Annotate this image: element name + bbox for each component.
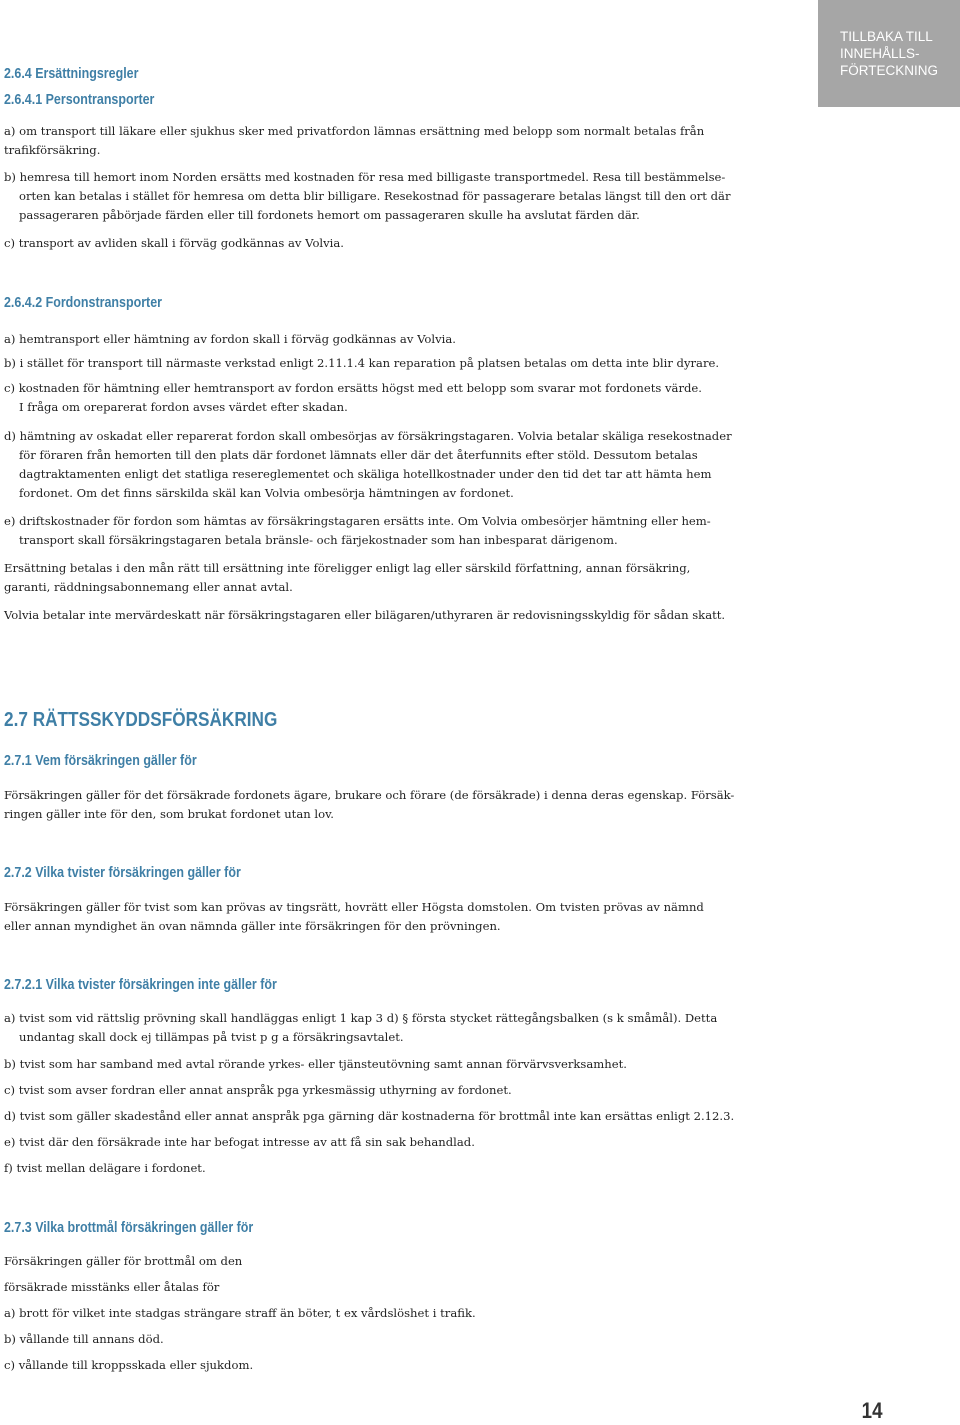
- paragraph-273-b: b) vållande till annans död.: [4, 1332, 164, 1346]
- paragraph-273-a: a) brott för vilket inte stadgas strängare straff än böter, t ex vårdslöshet i trafik.: [4, 1306, 476, 1320]
- paragraph-2721-d: d) tvist som gäller skadestånd eller annat anspråk pga gärning där kostnaderna för brottmål inte kan ersättas enligt 2.12.3.: [4, 1109, 735, 1123]
- paragraph-272: Försäkringen gäller för tvist som kan prövas av tingsrätt, hovrätt eller Högsta domstolen. Om tvisten prövas av nämnd eller annan myndighet än ovan nämnda gäller inte försäkringen för den prövningen.: [4, 900, 704, 933]
- paragraph-271: Försäkringen gäller för det försäkrade fordonets ägare, brukare och förare (de försäkrade) i denna deras egenskap. Försäk- ringen gäller inte för den, som brukat fordonet utan lov.: [4, 788, 735, 821]
- paragraph-2721-f: f) tvist mellan delägare i fordonet.: [4, 1161, 206, 1175]
- paragraph-2641-b: b) hemresa till hemort inom Norden ersätts med kostnaden för resa med billigaste transportmedel. Resa till bestämmelse- orten kan betalas i stället för hemresa om detta blir billigare. Resekostnad för passagerare betalas längst till den ort där passageraren påbörjade färden eller till fordonets hemort om passageraren skulle ha avslutat färden där.: [4, 170, 731, 222]
- paragraph-2642-a: a) hemtransport eller hämtning av fordon skall i förväg godkännas av Volvia.: [4, 332, 456, 346]
- heading-2-6-4-1: 2.6.4.1 Persontransporter: [4, 92, 155, 108]
- paragraph-273-c: c) vållande till kroppsskada eller sjukdom.: [4, 1358, 254, 1372]
- heading-2-7-3: 2.7.3 Vilka brottmål försäkringen gäller för: [4, 1220, 254, 1236]
- paragraph-273-intro-2: försäkrade misstänks eller åtalas för: [4, 1280, 220, 1294]
- paragraph-2642-c: c) kostnaden för hämtning eller hemtransport av fordon ersätts högst med ett belopp som svarar mot fordonets värde. I fråga om oreparerat fordon avses värdet efter skadan.: [4, 381, 702, 414]
- paragraph-2721-c: c) tvist som avser fordran eller annat anspråk pga yrkesmässig uthyrning av fordonet.: [4, 1083, 512, 1097]
- paragraph-2721-b: b) tvist som har samband med avtal rörande yrkes- eller tjänsteutövning samt annan förvärvsverksamhet.: [4, 1057, 627, 1071]
- paragraph-2642-d: d) hämtning av oskadat eller reparerat fordon skall ombesörjas av försäkringstagaren. Volvia betalar skäliga resekostnader för föraren från hemorten till den plats där fordonet lämnats eller där det återfunnits efter stöld. Dessutom betalas dagtraktamenten enligt det statliga resereglementet och skäliga hotellkostnader under den tid det tar att hämta hem fordonet. Om det finns särskilda skäl kan Volvia ombesörja hämtningen av fordonet.: [4, 429, 732, 500]
- page-number: 14: [861, 1398, 882, 1423]
- paragraph-vat: Volvia betalar inte mervärdeskatt när försäkringstagaren eller bilägaren/uthyraren är redovisningsskyldig för sådan skatt.: [4, 608, 726, 622]
- toc-line-2: INNEHÅLLS-: [840, 46, 920, 61]
- heading-2-7-2-1: 2.7.2.1 Vilka tvister försäkringen inte gäller för: [4, 977, 277, 993]
- heading-2-7: 2.7 RÄTTSSKYDDSFÖRSÄKRING: [4, 709, 278, 731]
- paragraph-compensation: Ersättning betalas i den mån rätt till ersättning inte föreligger enligt lag eller särskild författning, annan försäkring, garanti, räddningsabonnemang eller annat avtal.: [4, 561, 691, 594]
- toc-line-1: TILLBAKA TILL: [840, 29, 933, 44]
- paragraph-2642-e: e) driftskostnader för fordon som hämtas av försäkringstagaren ersätts inte. Om Volvia ombesörjer hämtning eller hem- transport skall försäkringstagaren betala bränsle- och färjekostnader som han inbesparat därigenom.: [4, 514, 711, 547]
- back-to-toc-button[interactable]: [818, 0, 960, 107]
- paragraph-2641-a: a) om transport till läkare eller sjukhus sker med privatfordon lämnas ersättning med belopp som normalt betalas från trafikförsäkring.: [4, 124, 705, 157]
- heading-2-6-4-2: 2.6.4.2 Fordonstransporter: [4, 295, 162, 311]
- paragraph-273-intro-1: Försäkringen gäller för brottmål om den: [4, 1254, 243, 1268]
- toc-line-3: FÖRTECKNING: [840, 63, 939, 78]
- paragraph-2641-c: c) transport av avliden skall i förväg godkännas av Volvia.: [4, 236, 344, 250]
- heading-2-6-4: 2.6.4 Ersättningsregler: [4, 66, 139, 82]
- paragraph-2721-e: e) tvist där den försäkrade inte har befogat intresse av att få sin sak behandlad.: [4, 1135, 475, 1149]
- heading-2-7-1: 2.7.1 Vem försäkringen gäller för: [4, 753, 197, 769]
- paragraph-2642-b: b) i stället för transport till närmaste verkstad enligt 2.11.1.4 kan reparation på platsen betalas om detta inte blir dyrare.: [4, 356, 720, 370]
- heading-2-7-2: 2.7.2 Vilka tvister försäkringen gäller för: [4, 865, 241, 881]
- paragraph-2721-a: a) tvist som vid rättslig prövning skall handläggas enligt 1 kap 3 d) § första stycket rättegångsbalken (s k småmål). Detta undantag skall dock ej tillämpas på tvist p g a försäkringsavtalet.: [4, 1011, 718, 1044]
